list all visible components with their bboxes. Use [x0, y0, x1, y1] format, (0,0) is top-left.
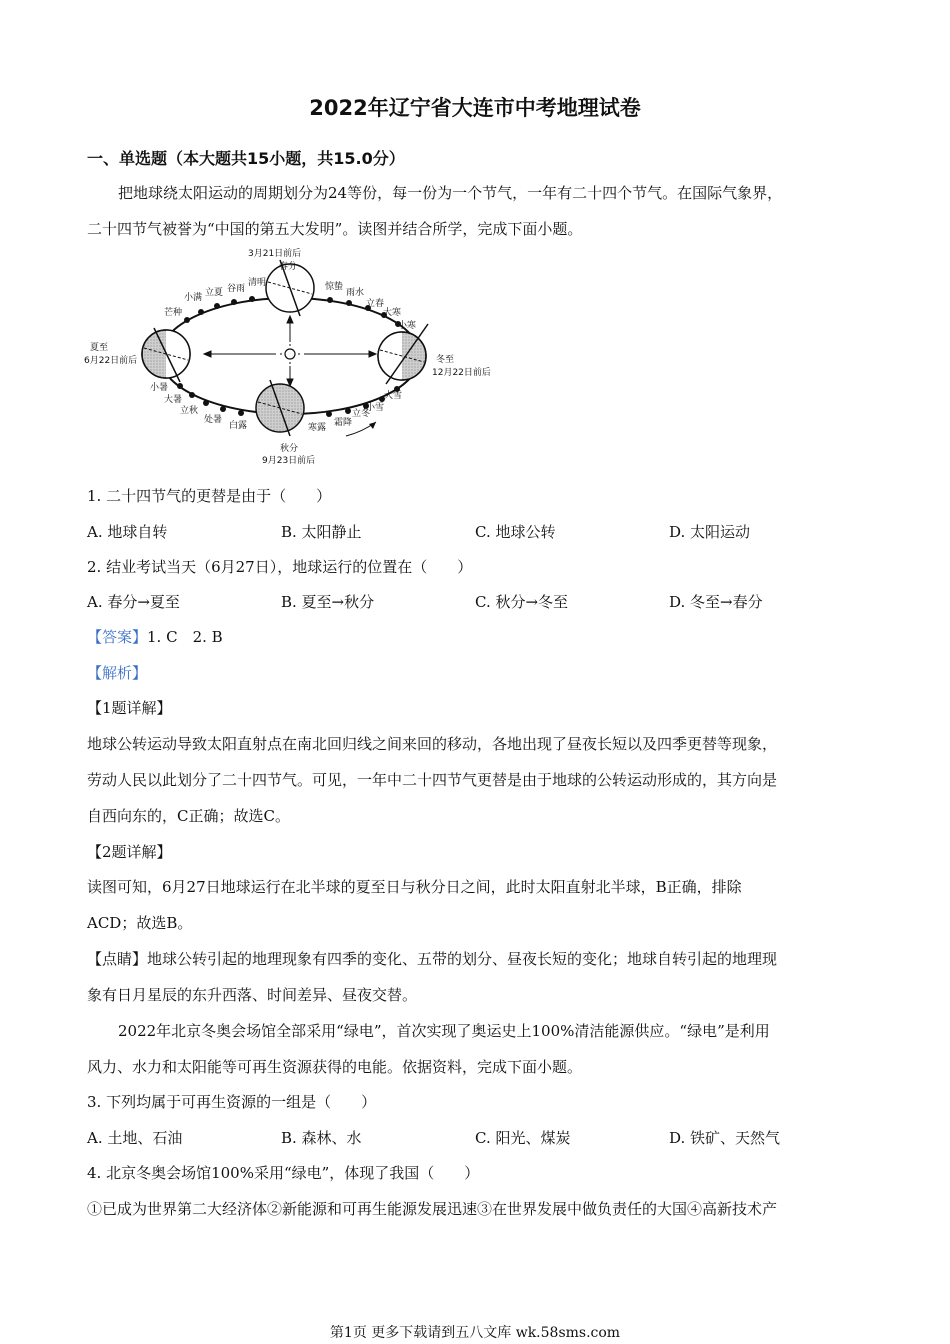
- term-label: 雨水: [346, 288, 365, 298]
- term-label: 清明: [248, 278, 267, 288]
- solar-terms-orbit-diagram: [84, 246, 504, 468]
- sun-arrows: [204, 316, 376, 386]
- winter-date: 12月22日前后: [432, 368, 491, 378]
- detail-2-line: 读图可知，6月27日地球运行在北半球的夏至日与秋分日之间，此时太阳直射北半球，B正确，排除: [87, 878, 742, 896]
- winter-name: 冬至: [436, 355, 455, 365]
- q2-option-b[interactable]: B. 夏至→秋分: [281, 593, 375, 611]
- q3-option-a[interactable]: A. 土地、石油: [87, 1129, 183, 1147]
- analysis-label: 【解析】: [87, 664, 148, 682]
- autumn-name: 秋分: [280, 444, 299, 454]
- q2-option-d[interactable]: D. 冬至→春分: [669, 593, 763, 611]
- term-label: 立夏: [205, 288, 224, 298]
- detail-2-line: ACD；故选B。: [87, 914, 193, 932]
- term-label: 大暑: [164, 395, 183, 405]
- page-footer: 第1页 更多下载请到五八文库 wk.58sms.com: [329, 1325, 621, 1341]
- term-label: 白露: [229, 421, 248, 431]
- question-4-line: ①已成为世界第二大经济体②新能源和可再生能源发展迅速③在世界发展中做负责任的大国④高新技术产: [87, 1200, 778, 1218]
- intro-paragraph-line: 风力、水力和太阳能等可再生资源获得的电能。依据资料，完成下面小题。: [87, 1058, 583, 1076]
- detail-1-line: 地球公转运动导致太阳直射点在南北回归线之间来回的移动，各地出现了昼夜长短以及四季更替等现象，: [87, 735, 778, 753]
- q1-option-b[interactable]: B. 太阳静止: [281, 523, 362, 541]
- q1-option-a[interactable]: A. 地球自转: [87, 523, 168, 541]
- term-label: 大寒: [383, 308, 402, 318]
- page-title: 2022年辽宁省大连市中考地理试卷: [309, 96, 641, 120]
- tip-line: 象有日月星辰的东升西落、时间差异、昼夜交替。: [87, 986, 418, 1004]
- q1-option-d[interactable]: D. 太阳运动: [669, 523, 751, 541]
- term-label: 立秋: [180, 406, 199, 416]
- term-label: 大雪: [384, 391, 403, 401]
- tip-text: 地球公转引起的地理现象有四季的变化、五带的划分、昼夜长短的变化；地球自转引起的地理现: [147, 950, 778, 968]
- question-4-stem: 4. 北京冬奥会场馆100%采用“绿电”，体现了我国（ ）: [87, 1164, 480, 1182]
- answer-label: 【答案】: [87, 628, 148, 646]
- term-label: 霜降: [334, 418, 353, 428]
- term-label: 惊蛰: [325, 282, 344, 292]
- term-label: 处暑: [204, 415, 223, 425]
- section-heading: 一、单选题（本大题共15小题，共15.0分）: [87, 149, 405, 168]
- answer-text: 1. C 2. B: [147, 628, 223, 646]
- tip-label: 【点睛】: [87, 950, 148, 968]
- detail-1-label: 【1题详解】: [87, 699, 172, 717]
- intro-paragraph-line: 2022年北京冬奥会场馆全部采用“绿电”，首次实现了奥运史上100%清洁能源供应。“绿电”是利用: [118, 1022, 770, 1040]
- autumn-date: 9月23日前后: [262, 456, 316, 466]
- q3-option-b[interactable]: B. 森林、水: [281, 1129, 362, 1147]
- answer-line: [87, 627, 877, 647]
- detail-1-line: 自西向东的，C正确；故选C。: [87, 807, 290, 825]
- spring-name: 春分: [279, 262, 298, 272]
- term-label: 小暑: [150, 383, 169, 393]
- summer-name: 夏至: [90, 343, 109, 353]
- question-1-stem: 1. 二十四节气的更替是由于（ ）: [87, 487, 332, 505]
- question-3-stem: 3. 下列均属于可再生资源的一组是（ ）: [87, 1093, 377, 1111]
- term-label: 小寒: [398, 321, 417, 331]
- term-label: 立春: [366, 299, 385, 309]
- spring-date: 3月21日前后: [248, 249, 302, 259]
- sun-icon: [280, 344, 300, 364]
- q3-option-d[interactable]: D. 铁矿、天然气: [669, 1129, 781, 1147]
- term-label: 小满: [184, 293, 203, 303]
- earth-summer-icon: [142, 328, 190, 382]
- detail-1-line: 劳动人民以此划分了二十四节气。可见，一年中二十四节气更替是由于地球的公转运动形成的，其方向是: [87, 771, 778, 789]
- intro-paragraph-line: 把地球绕太阳运动的周期划分为24等份，每一份为一个节气，一年有二十四个节气。在国际气象界，: [118, 184, 783, 202]
- q2-option-c[interactable]: C. 秋分→冬至: [475, 593, 569, 611]
- summer-date: 6月22日前后: [84, 356, 138, 366]
- question-2-stem: 2. 结业考试当天（6月27日），地球运行的位置在（ ）: [87, 558, 473, 576]
- intro-paragraph-line: 二十四节气被誉为“中国的第五大发明”。读图并结合所学，完成下面小题。: [87, 220, 583, 238]
- q2-option-a[interactable]: A. 春分→夏至: [87, 593, 180, 611]
- term-label: 寒露: [308, 423, 327, 433]
- q1-option-c[interactable]: C. 地球公转: [475, 523, 556, 541]
- term-label: 谷雨: [227, 284, 246, 294]
- earth-autumn-icon: [256, 380, 304, 436]
- q3-option-c[interactable]: C. 阳光、煤炭: [475, 1129, 571, 1147]
- term-label: 立冬: [352, 409, 371, 419]
- earth-winter-icon: [378, 324, 428, 384]
- term-label: 芒种: [164, 308, 183, 318]
- tip-line: [87, 949, 877, 969]
- term-label: 小雪: [366, 403, 385, 413]
- detail-2-label: 【2题详解】: [87, 843, 172, 861]
